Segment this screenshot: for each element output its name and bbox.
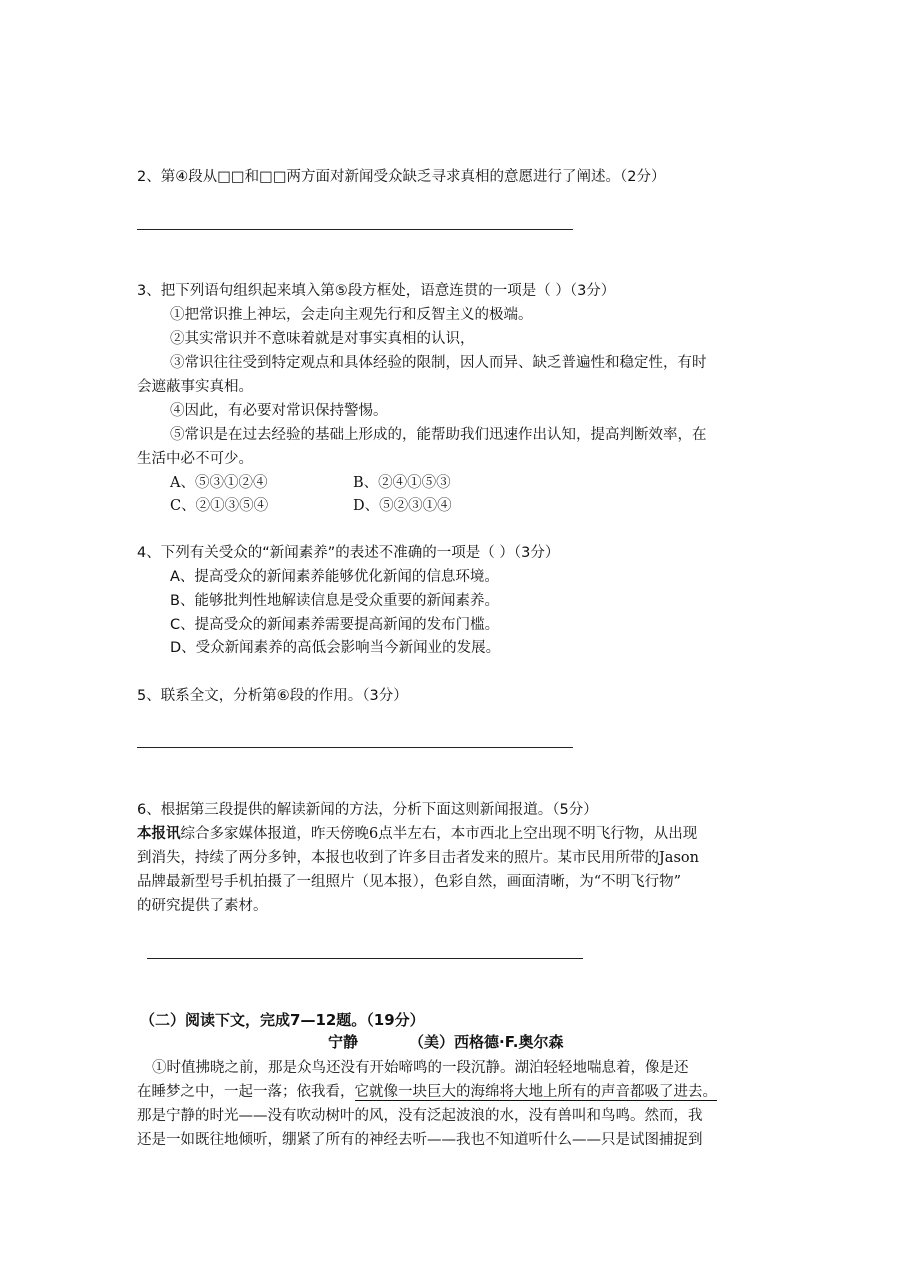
question-3-stem: 3、把下列语句组织起来填入第⑤段方框处，语意连贯的一项是（ ）（3分） [137, 283, 616, 299]
q3-sentence-2: ②其实常识并不意味着就是对事实真相的认识， [170, 331, 475, 347]
q3-sentence-3a: ③常识往往受到特定观点和具体经验的限制，因人而异、缺乏普遍性和稳定性，有时 [170, 355, 707, 371]
article-paragraph-1-line-1: ①时值拂晓之前，那是众鸟还没有开始啼鸣的一段沉静。湖泊轻轻地喘息着，像是还 [152, 1060, 689, 1076]
q3-sentence-5b: 生活中必不可少。 [137, 451, 253, 467]
q4-option-c: C、提高受众的新闻素养需要提高新闻的发布门槛。 [170, 617, 500, 633]
article-author: （美）西格德·F.奥尔森 [409, 1033, 564, 1051]
question-5-text: 5、联系全文，分析第⑥段的作用。（3分） [137, 688, 408, 704]
q3-sentence-5a: ⑤常识是在过去经验的基础上形成的，能帮助我们迅速作出认知，提高判断效率，在 [170, 427, 707, 443]
answer-line-q6 [147, 958, 583, 959]
news-report-line-1 [137, 824, 697, 844]
q3-sentence-4: ④因此，有必要对常识保持警惕。 [170, 403, 388, 419]
article-paragraph-1-line-4: 还是一如既往地倾听，绷紧了所有的神经去听——我也不知道听什么——只是试图捕捉到 [137, 1132, 703, 1148]
q3-option-d: D、⑤②③①④ [353, 498, 452, 514]
q4-option-b: B、能够批判性地解读信息是受众重要的新闻素养。 [170, 593, 499, 609]
news-line-1-text: 综合多家媒体报道，昨天傍晚6点半左右，本市西北上空出现不明飞行物，从出现 [180, 826, 698, 842]
news-report-line-2: 到消失，持续了两分多钟，本报也收到了许多目击者发来的照片。某市民用所带的Jason [137, 850, 699, 866]
article-title: 宁静 [328, 1033, 359, 1051]
p1-line-2-plain: 在睡梦之中，一起一落；依我看， [137, 1084, 355, 1100]
question-4-stem: 4、下列有关受众的“新闻素养”的表述不准确的一项是（ ）（3分） [137, 545, 560, 561]
news-lead-label: 本报讯 [137, 826, 181, 842]
news-report-line-4: 的研究提供了素材。 [137, 898, 268, 914]
article-paragraph-1-line-2 [137, 1082, 717, 1102]
q4-option-d: D、受众新闻素养的高低会影响当今新闻业的发展。 [170, 640, 501, 656]
p1-underlined-sentence: 它就像一块巨大的海绵将大地上所有的声音都吸了进去。 [354, 1084, 717, 1100]
q3-option-c: C、②①③⑤④ [170, 498, 269, 514]
q3-option-b: B、②④①⑤③ [353, 475, 451, 491]
section-2-heading: （二）阅读下文，完成7—12题。（19分） [140, 1011, 425, 1029]
question-2-text: 2、第④段从□□和□□两方面对新闻受众缺乏寻求真相的意愿进行了阐述。（2分） [137, 169, 666, 185]
news-report-line-3: 品牌最新型号手机拍摄了一组照片（见本报），色彩自然，画面清晰，为“不明飞行物” [137, 874, 682, 890]
q3-sentence-1: ①把常识推上神坛，会走向主观先行和反智主义的极端。 [170, 307, 533, 323]
article-paragraph-1-line-3: 那是宁静的时光——没有吹动树叶的风，没有泛起波浪的水，没有兽叫和鸟鸣。然而，我 [137, 1108, 703, 1124]
q3-sentence-3b: 会遮蔽事实真相。 [137, 379, 253, 395]
answer-line-q5 [137, 747, 573, 748]
answer-line-q2 [137, 229, 573, 230]
question-6-stem: 6、根据第三段提供的解读新闻的方法，分析下面这则新闻报道。（5分） [137, 802, 598, 818]
q4-option-a: A、提高受众的新闻素养能够优化新闻的信息环境。 [170, 569, 499, 585]
q3-option-a: A、⑤③①②④ [170, 475, 268, 491]
